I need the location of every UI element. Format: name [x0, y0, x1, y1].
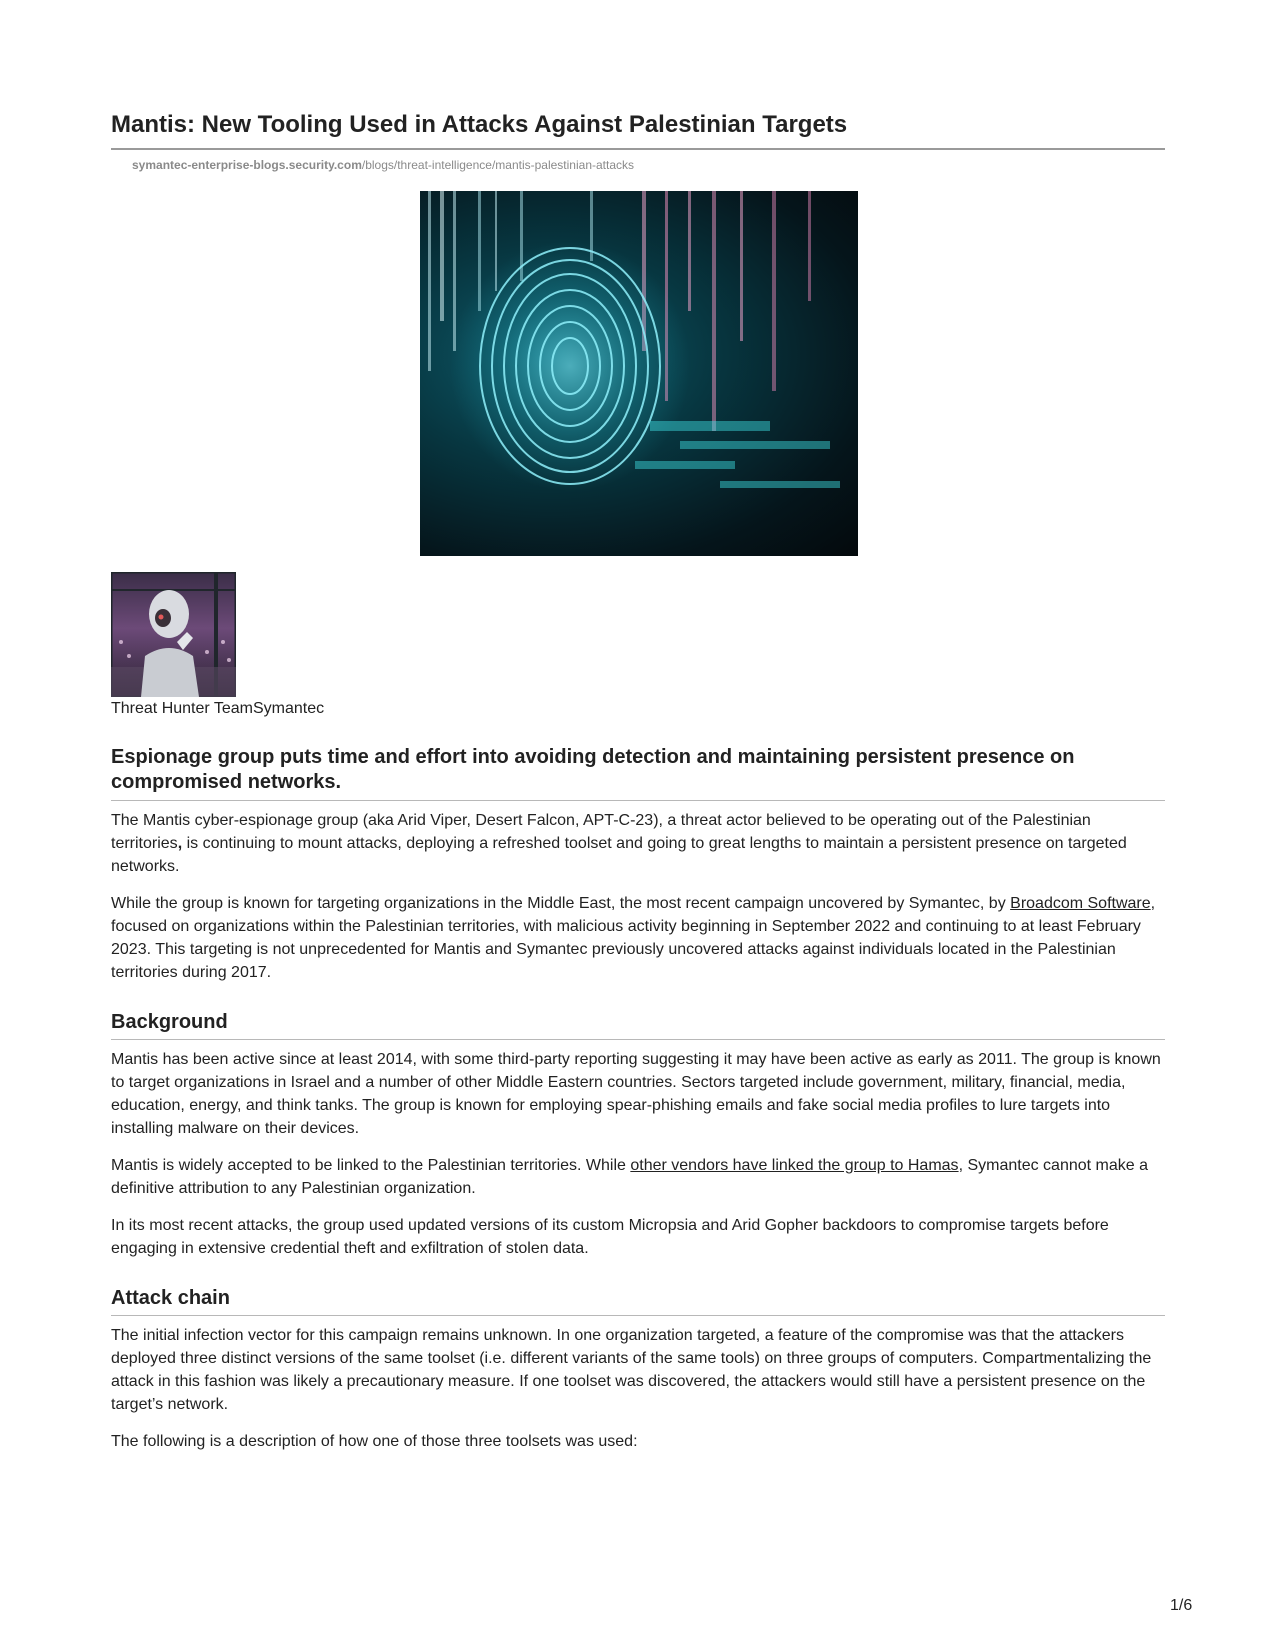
intro-paragraph-2: [111, 892, 1165, 984]
page-title: Mantis: New Tooling Used in Attacks Against Palestinian Targets: [111, 110, 1165, 150]
article: [111, 110, 1165, 1453]
background-paragraph-2: [111, 1154, 1165, 1200]
intro-p2-before: While the group is known for targeting organizations in the Middle East, the most recent campaign uncovered by Symantec, by: [111, 895, 1011, 912]
intro-p1-comma: ,: [177, 835, 183, 852]
background-paragraph-1: Mantis has been active since at least 2014, with some third-party reporting suggesting it may have been active as early as 2011. The group is known to target organizations in Israel and a number of other Middle Eastern countries. Sectors targeted include government, military, financial, media, education, energy, and think tanks. The group is known for employing spear-phishing emails and fake social media profiles to lure targets into installing malware on their devices.: [111, 1051, 1161, 1137]
page-number: 1/6: [1170, 1597, 1193, 1614]
intro-p1-text-c: is continuing to mount attacks, deploying a refreshed toolset and going to great lengths to maintain a persistent presence on targeted networks.: [111, 835, 1127, 875]
background-p2-before: Mantis is widely accepted to be linked to the Palestinian territories. While: [111, 1157, 631, 1174]
intro-paragraph-1: [111, 809, 1165, 878]
hamas-link[interactable]: other vendors have linked the group to Hamas: [630, 1157, 959, 1174]
attack-chain-paragraph-2: The following is a description of how one of those three toolsets was used:: [111, 1433, 638, 1450]
lead-heading: Espionage group puts time and effort into avoiding detection and maintaining persistent presence on compromised networks.: [111, 745, 1165, 801]
author-avatar: [111, 572, 236, 697]
fingerprint-illustration: [420, 191, 858, 556]
author-name: Threat Hunter TeamSymantec: [111, 700, 325, 717]
robot-illustration: [111, 572, 236, 697]
source-url[interactable]: [132, 158, 1165, 172]
broadcom-software-link[interactable]: Broadcom Software: [1010, 895, 1151, 912]
attack-chain-heading: Attack chain: [111, 1286, 1165, 1316]
background-p2-after: , Symantec cannot make a definitive attribution to any Palestinian organization.: [111, 1157, 1148, 1197]
attack-chain-paragraph-1: The initial infection vector for this campaign remains unknown. In one organization targeted, a feature of the compromise was that the attackers deployed three distinct versions of the same toolset (i.e. different variants of the same tools) on three groups of computers. Compartmentalizing the attack in this fashion was likely a precautionary measure. If one toolset was discovered, the attackers would still have a persistent presence on the target’s network.: [111, 1327, 1152, 1413]
hero-image-fingerprint: [420, 191, 858, 556]
source-url-path: /blogs/threat-intelligence/mantis-palestinian-attacks: [361, 158, 634, 172]
intro-p2-after: , focused on organizations within the Palestinian territories, with malicious activity beginning in September 2022 and continuing to at least February 2023. This targeting is not unprecedented for Mantis and Symantec previously uncovered attacks against individuals located in the Palestinian territories during 2017.: [111, 895, 1156, 981]
intro-p1-text-a: The Mantis cyber-espionage group (aka Arid Viper, Desert Falcon, APT-C-23), a threat actor believed to be operating out of the Palestinian territories: [111, 812, 1091, 852]
background-paragraph-3: In its most recent attacks, the group used updated versions of its custom Micropsia and Arid Gopher backdoors to compromise targets before engaging in extensive credential theft and exfiltration of stolen data.: [111, 1217, 1109, 1257]
background-heading: Background: [111, 1010, 1165, 1040]
source-url-domain: symantec-enterprise-blogs.security.com: [132, 158, 362, 172]
